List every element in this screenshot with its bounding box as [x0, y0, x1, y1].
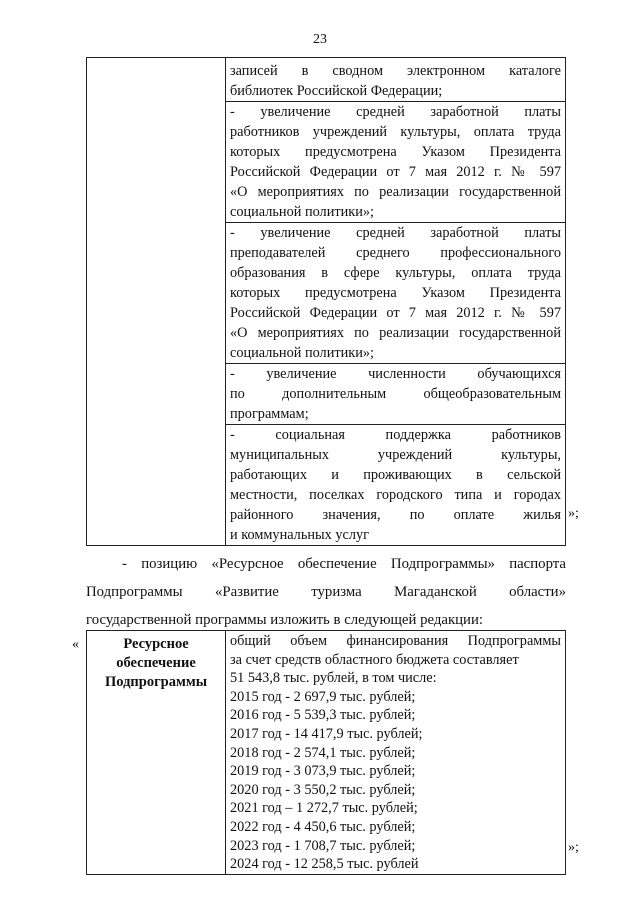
label-line: обеспечение [116, 655, 196, 671]
measure-line: и коммунальных услуг [230, 527, 369, 543]
measure-line: образования в сфере культуры, оплата труда [230, 265, 561, 281]
resource-label-cell [87, 631, 226, 875]
measure-line: районного значения, по оплате жилья [230, 507, 561, 523]
measure-line: - увеличение средней заработной платы [230, 104, 561, 120]
resource-label [87, 631, 225, 692]
measure-line: которых предусмотрена Указом Президента [230, 144, 561, 160]
measure-line: социальной политики»; [230, 345, 374, 361]
year-amount-line: 2022 год - 4 450,6 тыс. рублей; [230, 818, 416, 835]
measure-line: «О мероприятиях по реализации государственной [230, 325, 561, 341]
year-amount-line: 2024 год - 12 258,5 тыс. рублей [230, 856, 419, 873]
closing-quote: »; [568, 506, 579, 521]
measure-line: социальной политики»; [230, 204, 374, 220]
measure-paragraph [226, 101, 565, 222]
measure-line: работающих и проживающих в сельской [230, 467, 561, 483]
measure-line: Российской Федерации от 7 мая 2012 г. № 597 [230, 164, 561, 180]
year-amount-line: 2018 год - 2 574,1 тыс. рублей; [230, 744, 416, 761]
measure-paragraph [226, 222, 565, 363]
closing-quote: »; [568, 840, 579, 855]
year-amount-line: 2016 год - 5 539,3 тыс. рублей; [230, 707, 416, 724]
year-amount-line: 2015 год - 2 697,9 тыс. рублей; [230, 688, 416, 705]
financing-total: 51 543,8 тыс. рублей, в том числе: [230, 670, 437, 687]
measure-paragraph [230, 61, 561, 101]
measure-line: - увеличение численности обучающихся [230, 366, 561, 382]
financing-text [226, 631, 565, 874]
year-amount-line: 2017 год - 14 417,9 тыс. рублей; [230, 725, 423, 742]
year-amount-line: 2019 год - 3 073,9 тыс. рублей; [230, 763, 416, 780]
paragraph-line: - позицию «Ресурсное обеспечение Подпрограммы» паспорта [122, 556, 566, 572]
year-amount-line: 2023 год - 1 708,7 тыс. рублей; [230, 837, 416, 854]
measure-paragraph [226, 424, 565, 545]
measure-line: по дополнительным общеобразовательным [230, 386, 561, 402]
measure-line: программам; [230, 406, 309, 422]
continuation-table [86, 57, 566, 546]
measures-cell [226, 58, 566, 546]
label-line: Ресурсное [123, 636, 189, 652]
financing-header-line: общий объем финансирования Подпрограммы [230, 633, 561, 649]
measure-line: местности, поселках городского типа и городах [230, 487, 561, 503]
measure-line: муниципальных учреждений культуры, [230, 447, 561, 463]
measure-line: работников учреждений культуры, оплата труда [230, 124, 561, 140]
label-line: Подпрограммы [104, 674, 208, 690]
measure-line: «О мероприятиях по реализации государственной [230, 184, 561, 200]
paragraph-line: Подпрограммы «Развитие туризма Магаданской области» [86, 584, 566, 600]
year-amount-line: 2021 год – 1 272,7 тыс. рублей; [230, 800, 418, 817]
measure-paragraph [226, 363, 565, 424]
measure-line: записей в сводном электронном каталоге [230, 63, 561, 79]
measure-line: Российской Федерации от 7 мая 2012 г. № 597 [230, 305, 561, 321]
page-number: 23 [313, 32, 327, 47]
empty-left-cell [87, 58, 226, 546]
measure-line: - социальная поддержка работников [230, 427, 561, 443]
measure-line: библиотек Российской Федерации; [230, 83, 443, 99]
measure-line: преподавателей среднего профессионального [230, 245, 561, 261]
measure-line: - увеличение средней заработной платы [230, 225, 561, 241]
opening-quote: « [72, 637, 79, 652]
paragraph-line: государственной программы изложить в следующей редакции: [86, 612, 484, 628]
amendment-paragraph [86, 550, 566, 634]
year-amount-line: 2020 год - 3 550,2 тыс. рублей; [230, 781, 416, 798]
measure-line: которых предусмотрена Указом Президента [230, 285, 561, 301]
financing-header-line: за счет средств областного бюджета составляет [230, 651, 519, 668]
measures-text [226, 58, 565, 545]
financing-cell [226, 631, 566, 875]
resource-table [86, 630, 566, 875]
